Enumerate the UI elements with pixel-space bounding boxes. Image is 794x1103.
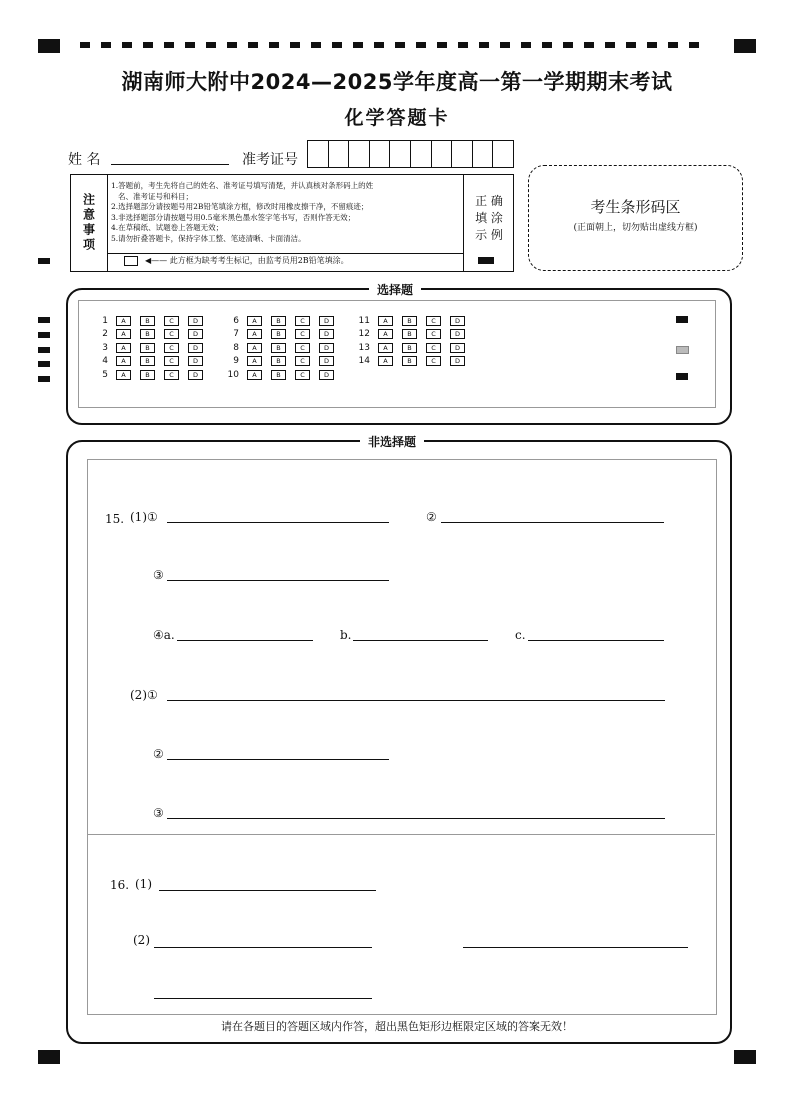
question-number: 4 [102, 356, 108, 366]
question-number: 8 [233, 342, 239, 353]
absent-mark-box[interactable] [124, 256, 138, 266]
q16-2-answer-line-2[interactable] [463, 947, 688, 948]
timing-dash [101, 42, 111, 48]
notice-rule: 名、准考证号和科目； [118, 191, 193, 201]
nonchoice-section-title: 非选择题 [360, 433, 424, 450]
option-c-box[interactable]: C [295, 329, 310, 339]
divider [107, 253, 463, 254]
notice-heading: 注意事项 [71, 175, 108, 271]
option-b-box[interactable]: B [402, 343, 417, 353]
correct-fill-label: 正 确 填 涂 示 例 [475, 194, 503, 242]
choice-question-10 [219, 369, 343, 380]
choice-question-3 [88, 342, 212, 353]
choice-question-2 [88, 329, 212, 340]
option-b-box[interactable]: B [140, 356, 155, 366]
side-mark [38, 332, 50, 338]
choice-section-title: 选择题 [369, 281, 421, 298]
name-label: 姓 名 [68, 152, 101, 168]
q16-part2-label: (2) [133, 933, 150, 947]
q16-2-answer-line-3[interactable] [154, 998, 372, 999]
timing-dash [416, 42, 426, 48]
q15-2-sub3-label: ③ [153, 806, 164, 820]
question-number: 2 [102, 329, 108, 339]
timing-dash [437, 42, 447, 48]
option-c-box[interactable]: C [426, 329, 441, 339]
option-c-box[interactable]: C [164, 343, 179, 353]
choice-question-4 [88, 356, 212, 367]
notice-rule: 5.请勿折叠答题卡，保持字体工整、笔迹清晰、卡面清洁。 [111, 233, 306, 243]
timing-dash [521, 42, 531, 48]
timing-dash [500, 42, 510, 48]
corner-mark-top-left [38, 39, 60, 53]
timing-dash [647, 42, 657, 48]
q15-1-sub3-label: ③ [153, 568, 164, 582]
timing-dash [668, 42, 678, 48]
choice-question-9 [219, 356, 343, 367]
option-b-box[interactable]: B [140, 343, 155, 353]
name-field[interactable] [111, 164, 229, 165]
option-b-box[interactable]: B [140, 370, 155, 380]
option-c-box[interactable]: C [426, 316, 441, 326]
nonchoice-inner-frame [87, 459, 717, 1015]
exam-number-boxes[interactable] [307, 140, 514, 168]
q15-1-answer-line-4b[interactable] [353, 640, 488, 641]
q15-number: 15. [105, 512, 125, 526]
notice-panel [70, 174, 514, 272]
barcode-title: 考生条形码区 [590, 198, 681, 216]
q15-part2-label: (2)① [130, 688, 158, 702]
side-mark [38, 258, 50, 264]
q15-1-answer-line-1[interactable] [167, 522, 389, 523]
option-d-box[interactable]: D [450, 316, 465, 326]
notice-rule: 4.在草稿纸、试题卷上答题无效； [111, 223, 224, 232]
option-d-box[interactable]: D [188, 370, 203, 380]
corner-mark-bottom-right [734, 1050, 756, 1064]
side-mark [38, 347, 50, 353]
option-a-box[interactable]: A [247, 329, 262, 339]
choice-question-12 [350, 329, 474, 340]
q16-number: 16. [110, 878, 130, 892]
option-a-box[interactable]: A [116, 343, 131, 353]
timing-dash [584, 42, 594, 48]
option-c-box[interactable]: C [295, 370, 310, 380]
option-a-box[interactable]: A [247, 356, 262, 366]
timing-dash [80, 42, 90, 48]
option-c-box[interactable]: C [164, 329, 179, 339]
option-d-box[interactable]: D [319, 356, 334, 366]
option-b-box[interactable]: B [140, 316, 155, 326]
option-d-box[interactable]: D [450, 343, 465, 353]
timing-dash [164, 42, 174, 48]
choice-mark [676, 316, 688, 323]
q15-1-answer-line-3[interactable] [167, 580, 389, 581]
option-b-box[interactable]: B [402, 356, 417, 366]
q15-part1-label: (1)① [130, 510, 158, 524]
question-number: 13 [358, 342, 370, 353]
absent-note: ◀—— 此方框为缺考考生标记，由监考员用2B铅笔填涂。 [145, 256, 349, 265]
timing-dash [605, 42, 615, 48]
choice-question-8 [219, 342, 343, 353]
timing-dash [269, 42, 279, 48]
q15-2-answer-line-1[interactable] [167, 700, 665, 701]
choice-question-14 [350, 356, 474, 367]
timing-dash [206, 42, 216, 48]
notice-rules [111, 181, 461, 244]
q15-1-sub2-label: ② [426, 510, 437, 524]
q15-1-sub4b-label: b. [340, 628, 352, 642]
filled-mark-sample [478, 257, 494, 264]
choice-mark [676, 373, 688, 380]
option-a-box[interactable]: A [378, 356, 393, 366]
exam-number-label: 准考证号 [242, 152, 298, 168]
option-a-box[interactable]: A [116, 370, 131, 380]
page-subtitle: 化学答题卡 [344, 107, 450, 129]
q15-1-sub4a-label: ④a. [153, 628, 175, 642]
choice-question-13 [350, 342, 474, 353]
option-b-box[interactable]: B [271, 356, 286, 366]
timing-dash [290, 42, 300, 48]
timing-dash [626, 42, 636, 48]
choice-question-5 [88, 369, 212, 380]
question-number: 3 [102, 342, 108, 353]
q15-1-answer-line-4a[interactable] [177, 640, 313, 641]
side-mark [38, 361, 50, 367]
footer-warning: 请在各题目的答题区域内作答，超出黑色矩形边框限定区域的答案无效！ [221, 1020, 573, 1033]
option-c-box[interactable]: C [164, 370, 179, 380]
option-c-box[interactable]: C [426, 343, 441, 353]
question-number: 14 [358, 356, 370, 366]
q15-1-answer-line-4c[interactable] [528, 640, 664, 641]
option-d-box[interactable]: D [319, 343, 334, 353]
timing-dash [311, 42, 321, 48]
choice-question-6 [219, 315, 343, 326]
option-b-box[interactable]: B [271, 370, 286, 380]
option-b-box[interactable]: B [402, 316, 417, 326]
option-a-box[interactable]: A [116, 329, 131, 339]
option-d-box[interactable]: D [319, 370, 334, 380]
q16-part1-label: (1) [135, 877, 152, 891]
question-divider [87, 834, 715, 835]
question-number: 6 [233, 315, 239, 326]
option-a-box[interactable]: A [247, 370, 262, 380]
choice-question-1 [88, 315, 212, 326]
question-number: 11 [358, 315, 370, 326]
q15-1-answer-line-2[interactable] [441, 522, 664, 523]
q15-2-sub2-label: ② [153, 747, 164, 761]
timing-dash [332, 42, 342, 48]
question-number: 5 [102, 369, 108, 380]
question-number: 7 [233, 329, 239, 339]
side-mark [38, 317, 50, 323]
option-a-box[interactable]: A [116, 316, 131, 326]
option-a-box[interactable]: A [378, 343, 393, 353]
option-a-box[interactable]: A [378, 329, 393, 339]
q16-1-answer-line[interactable] [159, 890, 376, 891]
option-d-box[interactable]: D [450, 329, 465, 339]
option-d-box[interactable]: D [319, 316, 334, 326]
option-d-box[interactable]: D [188, 343, 203, 353]
notice-rule: 3.非选择题部分请按题号用0.5毫米黑色墨水签字笔书写，否则作答无效； [111, 212, 356, 222]
option-d-box[interactable]: D [188, 316, 203, 326]
option-c-box[interactable]: C [295, 316, 310, 326]
page-title: 湖南师大附中2024—2025学年度高一第一学期期末考试 [121, 70, 673, 94]
q15-2-answer-line-3[interactable] [167, 818, 665, 819]
option-c-box[interactable]: C [164, 356, 179, 366]
option-b-box[interactable]: B [140, 329, 155, 339]
timing-dash [395, 42, 405, 48]
option-c-box[interactable]: C [164, 316, 179, 326]
question-number: 1 [102, 315, 108, 326]
corner-mark-top-right [734, 39, 756, 53]
q15-2-answer-line-2[interactable] [167, 759, 389, 760]
option-c-box[interactable]: C [295, 356, 310, 366]
option-c-box[interactable]: C [295, 343, 310, 353]
notice-rule: 2.选择题部分请按题号用2B铅笔填涂方框，修改时用橡皮擦干净，不留痕迹； [111, 202, 369, 211]
option-d-box[interactable]: D [319, 329, 334, 339]
choice-question-7 [219, 329, 343, 340]
barcode-note: (正面朝上，切勿贴出虚线方框) [573, 223, 698, 233]
barcode-area [528, 165, 743, 271]
q16-2-answer-line-1[interactable] [154, 947, 372, 948]
timing-dash [374, 42, 384, 48]
option-a-box[interactable]: A [378, 316, 393, 326]
timing-dash [143, 42, 153, 48]
option-b-box[interactable]: B [271, 316, 286, 326]
timing-dash [689, 42, 699, 48]
choice-mark-gray [676, 346, 689, 354]
timing-dash [122, 42, 132, 48]
option-b-box[interactable]: B [271, 343, 286, 353]
option-b-box[interactable]: B [271, 329, 286, 339]
timing-dash [563, 42, 573, 48]
option-a-box[interactable]: A [247, 316, 262, 326]
option-c-box[interactable]: C [426, 356, 441, 366]
timing-dash [458, 42, 468, 48]
option-a-box[interactable]: A [247, 343, 262, 353]
timing-dash [248, 42, 258, 48]
side-mark [38, 376, 50, 382]
q15-1-sub4c-label: c. [515, 628, 526, 642]
question-number: 12 [358, 329, 370, 339]
timing-dash [185, 42, 195, 48]
option-a-box[interactable]: A [116, 356, 131, 366]
notice-rule: 1.答题前，考生先将自己的姓名、准考证号填写清楚，并认真核对条形码上的姓 [111, 181, 374, 190]
option-d-box[interactable]: D [450, 356, 465, 366]
option-d-box[interactable]: D [188, 329, 203, 339]
absent-note-text: 此方框为缺考考生标记，由监考员用2B铅笔填涂。 [169, 256, 349, 265]
correct-fill-example [463, 175, 514, 271]
choice-question-11 [350, 315, 474, 326]
question-number: 9 [233, 356, 239, 366]
timing-dash [227, 42, 237, 48]
question-number: 10 [227, 369, 239, 380]
option-b-box[interactable]: B [402, 329, 417, 339]
timing-dash [353, 42, 363, 48]
timing-dash [542, 42, 552, 48]
option-d-box[interactable]: D [188, 356, 203, 366]
timing-dash [479, 42, 489, 48]
corner-mark-bottom-left [38, 1050, 60, 1064]
